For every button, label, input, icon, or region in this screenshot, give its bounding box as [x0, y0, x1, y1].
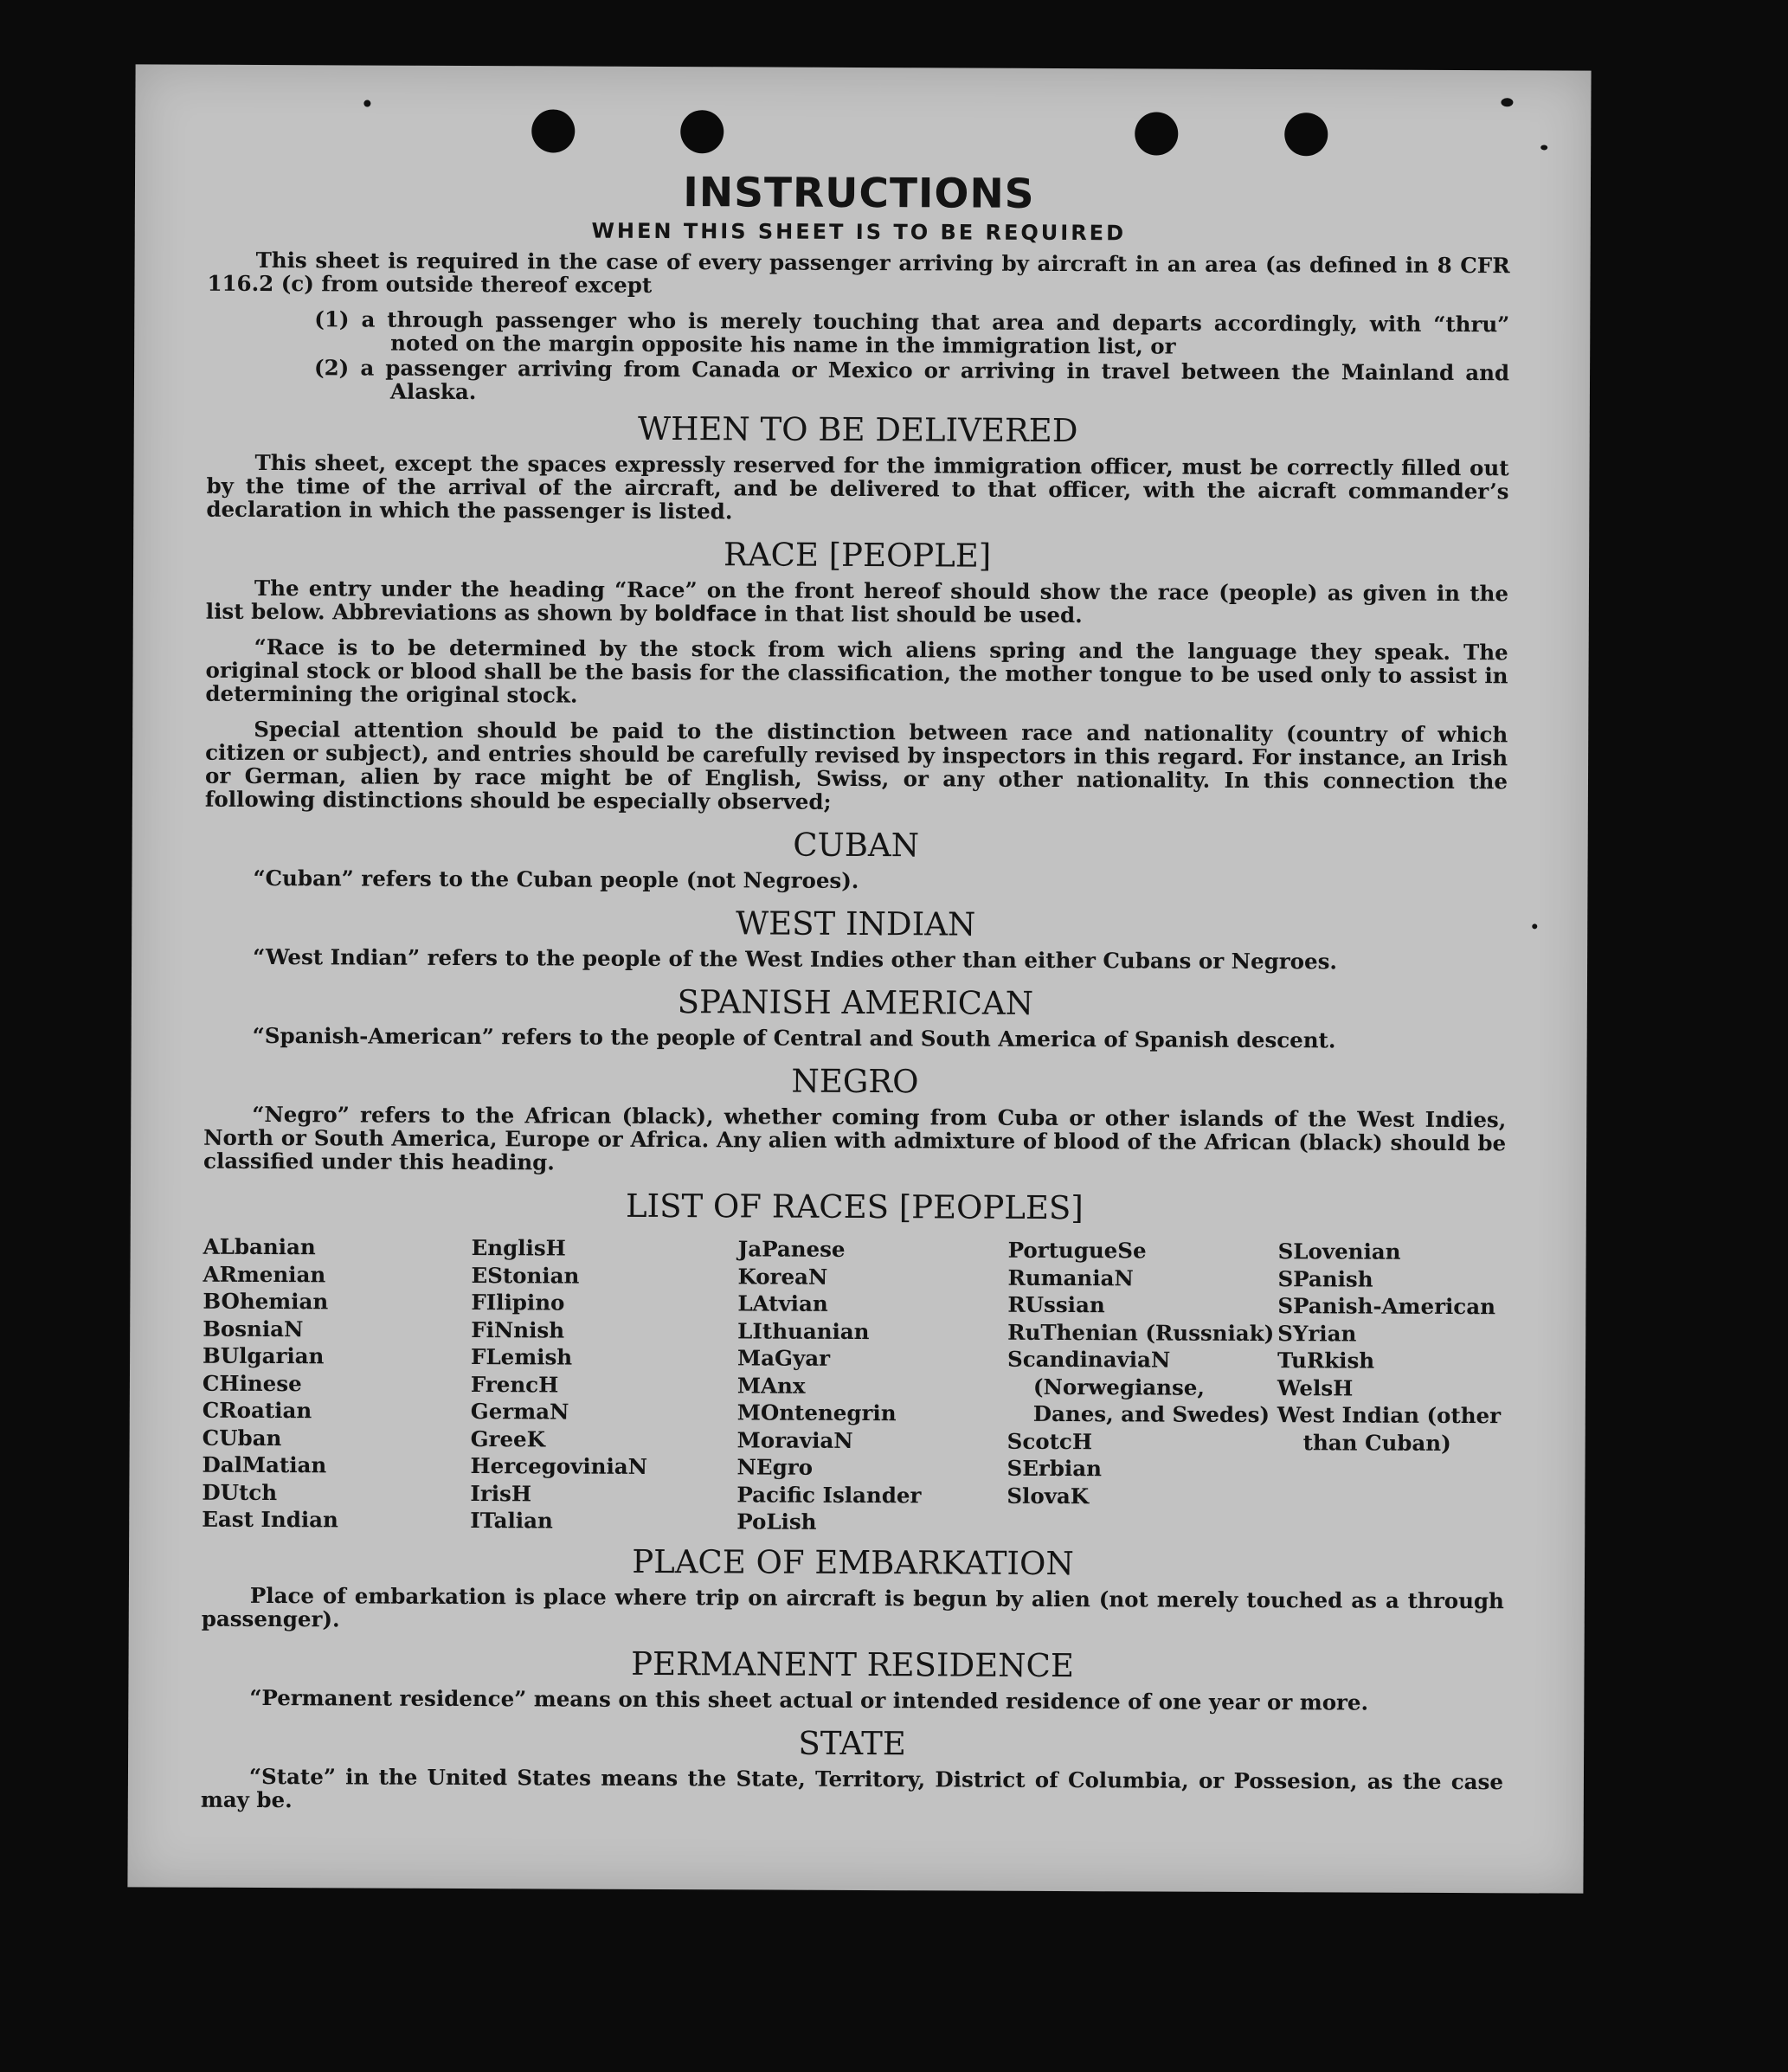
section-heading-spanish-american: SPANISH AMERICAN	[677, 983, 1034, 1022]
race-item: SYrian	[1277, 1320, 1357, 1347]
race-item: SErbian	[1007, 1455, 1103, 1482]
race-item: RUssian	[1007, 1291, 1105, 1318]
race-item: FiNnish	[471, 1316, 565, 1343]
section-heading-list-of-races: LIST OF RACES [PEOPLES]	[625, 1187, 1084, 1227]
race-item: GermaN	[470, 1399, 569, 1425]
race-item: EnglisH	[471, 1235, 566, 1261]
race-item: FLemish	[471, 1344, 573, 1370]
page-subtitle: WHEN THIS SHEET IS TO BE REQUIRED	[591, 218, 1127, 246]
embarkation-paragraph: Place of embarkation is place where trip on aircraft is begun by alien (not merely touched as a through passenger).	[201, 1582, 1504, 1631]
section-heading-residence: PERMANENT RESIDENCE	[631, 1644, 1075, 1684]
race-item: ALbanian	[203, 1233, 316, 1260]
race-item: KoreaN	[737, 1263, 828, 1290]
cuban-paragraph: “Cuban” refers to the Cuban people (not Negroes).	[253, 865, 859, 893]
section-heading-negro: NEGRO	[791, 1062, 919, 1101]
race-item: MAnx	[736, 1372, 806, 1399]
race-item: ScandinaviaN (Norwegianse, Danes, and Swedes)	[1007, 1346, 1270, 1428]
section-heading-cuban: CUBAN	[793, 826, 920, 865]
race-item: BOhemian	[203, 1288, 329, 1315]
race-item: ScotcH	[1007, 1428, 1093, 1454]
race-item: FIlipino	[471, 1290, 565, 1316]
race-item: SlovaK	[1007, 1483, 1090, 1509]
section-heading-west-indian: WEST INDIAN	[736, 904, 976, 943]
race-item: TuRkish	[1277, 1348, 1375, 1374]
race-item: JaPanese	[737, 1236, 846, 1262]
race-paragraph	[206, 576, 1508, 629]
spanish-american-paragraph: “Spanish-American” refers to the people of Central and South America of Spanish descent.	[252, 1022, 1336, 1053]
race-item: LAtvian	[737, 1290, 828, 1316]
race-paragraph: Special attention should be paid to the distinction between race and nationality (country of which citizen or subject), and entries should be carefully revised by inspectors in this regard. For instance, an Irish or German, alien by race might be of English, Swiss, or any other nationality. In this connection the following distinctions should be especially observed;	[204, 716, 1508, 814]
ink-speck	[363, 100, 370, 106]
race-item: RumaniaN	[1007, 1264, 1134, 1290]
race-item: SPanish	[1277, 1265, 1373, 1292]
race-item: GreeK	[470, 1425, 546, 1451]
race-item: Pacific Islander	[736, 1481, 922, 1508]
race-paragraph: “Race is to be determined by the stock from wich aliens spring and the language they speak. The original stock or blood shall be the basis for the classification, the mother tongue to be used only to assist in determining the original stock.	[205, 634, 1508, 708]
races-column	[1277, 1238, 1506, 1539]
race-item: BosniaN	[203, 1316, 304, 1342]
race-item: CUban	[202, 1425, 282, 1451]
section-heading-state: STATE	[798, 1724, 906, 1762]
exception-item: (2) a passenger arriving from Canada or Mexico or arriving in travel between the Mainland and Alaska.	[314, 355, 1510, 405]
race-item: RuThenian (Russniak)	[1007, 1319, 1275, 1346]
races-column	[470, 1234, 738, 1535]
race-item: FrencH	[470, 1371, 559, 1397]
race-item: DUtch	[202, 1479, 278, 1505]
races-list	[202, 1233, 1505, 1539]
races-column	[1007, 1237, 1278, 1538]
punch-hole	[1284, 113, 1328, 156]
race-item: MaGyar	[737, 1345, 831, 1371]
state-paragraph: “State” in the United States means the State, Territory, District of Columbia, or Possesion, as the case may be.	[200, 1763, 1504, 1812]
race-item: HercegoviniaN	[470, 1453, 648, 1479]
race-item: CRoatian	[202, 1397, 312, 1424]
race-item: NEgro	[736, 1454, 814, 1480]
race-item: WelsH	[1277, 1374, 1354, 1400]
section-heading-race: RACE [PEOPLE]	[723, 536, 992, 575]
race-item: LIthuanian	[737, 1317, 870, 1344]
races-column	[736, 1235, 1008, 1536]
race-item: ITalian	[470, 1508, 553, 1534]
ink-speck	[1501, 98, 1513, 106]
race-item: IrisH	[470, 1480, 532, 1506]
west-indian-paragraph: “West Indian” refers to the people of the West Indies other than either Cubans or Negroes.	[253, 943, 1338, 975]
race-item: SPanish-American	[1277, 1293, 1495, 1320]
punch-hole	[680, 110, 724, 153]
race-item: CHinese	[202, 1370, 302, 1396]
race-item: DalMatian	[202, 1451, 327, 1478]
races-column	[202, 1233, 472, 1535]
ink-speck	[1532, 923, 1537, 929]
intro-paragraph: This sheet is required in the case of every passenger arriving by aircraft in an area (as defined in 8 CFR 116.2 (c) from outside thereof except	[207, 247, 1510, 298]
residence-paragraph: “Permanent residence” means on this sheet actual or intended residence of one year or more.	[249, 1684, 1369, 1715]
race-item: SLovenian	[1277, 1239, 1401, 1264]
section-heading-delivered: WHEN TO BE DELIVERED	[638, 409, 1078, 450]
race-item: BUlgarian	[203, 1342, 325, 1369]
delivered-paragraph: This sheet, except the spaces expressly reserved for the immigration officer, must be correctly filled out by the time of the arrival of the aircraft, and be delivered to that officer, with the aicraft commander’s declaration in which the passenger is listed.	[206, 449, 1509, 524]
punch-hole	[1135, 112, 1178, 155]
race-item: West Indian (other than Cuban)	[1277, 1402, 1502, 1456]
exception-item: (1) a through passenger who is merely touching that area and departs accordingly, with “thru” noted on the margin opposite his name in the immigration list, or	[314, 306, 1510, 359]
race-text: The entry under the heading “Race” on the front hereof should show the race (people) as given in the list below. Abbreviations as shown by	[205, 575, 1509, 626]
ink-speck	[1540, 145, 1547, 150]
race-item: PoLish	[736, 1509, 817, 1535]
boldface-word: boldface	[653, 600, 757, 627]
document-sheet	[127, 64, 1591, 1893]
race-item: ARmenian	[203, 1261, 326, 1287]
race-item: PortugueSe	[1007, 1237, 1147, 1264]
race-item: EStonian	[471, 1262, 580, 1289]
race-item: East Indian	[202, 1506, 338, 1533]
page-title: INSTRUCTIONS	[683, 169, 1035, 218]
punch-hole	[531, 109, 575, 152]
race-item: MoraviaN	[736, 1426, 853, 1453]
race-item: MOntenegrin	[736, 1400, 897, 1426]
section-heading-embarkation: PLACE OF EMBARKATION	[632, 1542, 1074, 1582]
negro-paragraph: “Negro” refers to the African (black), whether coming from Cuba or other islands of the West Indies, North or South America, Europe or Africa. Any alien with admixture of blood of the African (black) should be classified under this heading.	[203, 1101, 1507, 1175]
race-text: in that list should be used.	[756, 601, 1083, 628]
instructions-content	[201, 167, 1510, 1829]
